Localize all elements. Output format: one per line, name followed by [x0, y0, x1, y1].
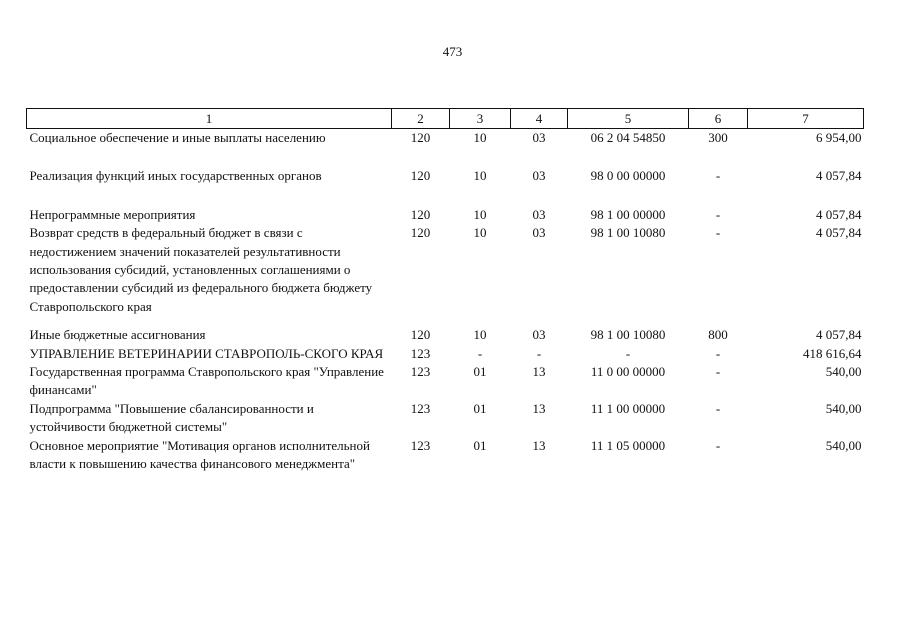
row-subsection-code: 13 [532, 364, 546, 380]
row-section-code: 01 [473, 437, 487, 453]
row-section-code: 10 [473, 225, 487, 241]
table-row [27, 400, 864, 437]
row-section-code: 10 [473, 130, 487, 145]
table-row [27, 167, 864, 185]
row-amount: 6 954,00 [816, 130, 862, 145]
row-amount: 4 057,84 [816, 206, 862, 222]
column-header-2: 2 [392, 109, 450, 129]
row-subsection-code: - [536, 345, 542, 361]
row-target-article: 98 1 00 10080 [590, 327, 666, 343]
row-ministry-code: 123 [410, 437, 431, 453]
row-ministry-code: 123 [410, 400, 431, 416]
row-name: УПРАВЛЕНИЕ ВЕТЕРИНАРИИ СТАВРОПОЛЬ-СКОГО КРАЯ [29, 345, 384, 361]
row-name: Иные бюджетные ассигнования [29, 327, 206, 343]
row-target-article: - [625, 345, 631, 361]
row-expense-type: - [715, 345, 721, 361]
row-expense-type: 300 [708, 130, 728, 145]
row-target-article: 98 1 00 00000 [590, 206, 666, 222]
row-target-article: 11 1 05 00000 [590, 437, 666, 453]
row-amount: 418 616,64 [803, 345, 862, 361]
budget-table [26, 108, 864, 474]
row-subsection-code: 03 [532, 206, 546, 222]
page-number: 473 [442, 44, 463, 59]
row-section-code: 01 [473, 400, 487, 416]
column-header-1: 1 [27, 109, 392, 129]
row-amount: 4 057,84 [816, 327, 862, 343]
row-spacer [27, 186, 864, 206]
table-row [27, 129, 864, 148]
row-target-article: 06 2 04 54850 [590, 130, 666, 145]
row-amount: 540,00 [825, 400, 862, 416]
row-section-code: 10 [473, 327, 487, 343]
row-name: Подпрограмма "Повышение сбалансированности и устойчивости бюджетной системы" [29, 400, 314, 435]
row-subsection-code: 13 [532, 400, 546, 416]
row-spacer [27, 147, 864, 167]
row-expense-type: 800 [708, 327, 728, 343]
row-ministry-code: 123 [410, 345, 431, 361]
row-ministry-code: 120 [410, 327, 431, 343]
row-expense-type: - [715, 400, 721, 416]
row-name: Социальное обеспечение и иные выплаты населению [29, 130, 326, 145]
row-ministry-code: 123 [410, 364, 431, 380]
row-ministry-code: 120 [410, 206, 431, 222]
row-name: Государственная программа Ставропольского края "Управление финансами" [29, 364, 384, 398]
row-ministry-code: 120 [410, 168, 431, 184]
row-amount: 4 057,84 [816, 225, 862, 241]
row-subsection-code: 03 [532, 168, 546, 184]
row-subsection-code: 13 [532, 437, 546, 453]
row-name: Реализация функций иных государственных органов [29, 168, 322, 184]
row-expense-type: - [715, 364, 721, 380]
column-header-7: 7 [748, 109, 864, 129]
column-header-5: 5 [568, 109, 689, 129]
row-name: Непрограммные мероприятия [29, 206, 196, 222]
row-expense-type: - [715, 168, 721, 184]
row-expense-type: - [715, 225, 721, 241]
table-row [27, 206, 864, 224]
row-target-article: 11 1 00 00000 [590, 400, 666, 416]
table-row [27, 437, 864, 474]
column-header-3: 3 [450, 109, 511, 129]
row-name: Возврат средств в федеральный бюджет в связи с недостижением значений показателей результативности использования субсидий, установленных соглашениями о предоставлении субсидий из федерального бюджета бюджету Ставропольского края [29, 225, 373, 314]
row-spacer [27, 316, 864, 326]
table-row [27, 363, 864, 400]
row-expense-type: - [715, 206, 721, 222]
row-subsection-code: 03 [532, 327, 546, 343]
row-section-code: - [477, 345, 483, 361]
row-amount: 540,00 [825, 364, 862, 380]
row-section-code: 10 [473, 206, 487, 222]
row-ministry-code: 120 [410, 225, 431, 241]
row-subsection-code: 03 [532, 225, 546, 241]
row-section-code: 10 [473, 168, 487, 184]
row-target-article: 98 0 00 00000 [590, 168, 666, 184]
row-ministry-code: 120 [410, 130, 431, 145]
row-name: Основное мероприятие "Мотивация органов исполнительной власти к повышению качества финансового менеджмента" [29, 437, 370, 472]
column-header-6: 6 [689, 109, 748, 129]
column-number-row [27, 109, 864, 129]
column-header-4: 4 [511, 109, 568, 129]
row-amount: 4 057,84 [816, 168, 862, 184]
row-subsection-code: 03 [532, 130, 546, 145]
table-row [27, 224, 864, 316]
row-amount: 540,00 [825, 437, 862, 453]
row-expense-type: - [715, 437, 721, 453]
row-section-code: 01 [473, 364, 487, 380]
table-row [27, 345, 864, 363]
row-target-article: 11 0 00 00000 [590, 364, 666, 380]
table-row [27, 326, 864, 344]
row-target-article: 98 1 00 10080 [590, 225, 666, 241]
